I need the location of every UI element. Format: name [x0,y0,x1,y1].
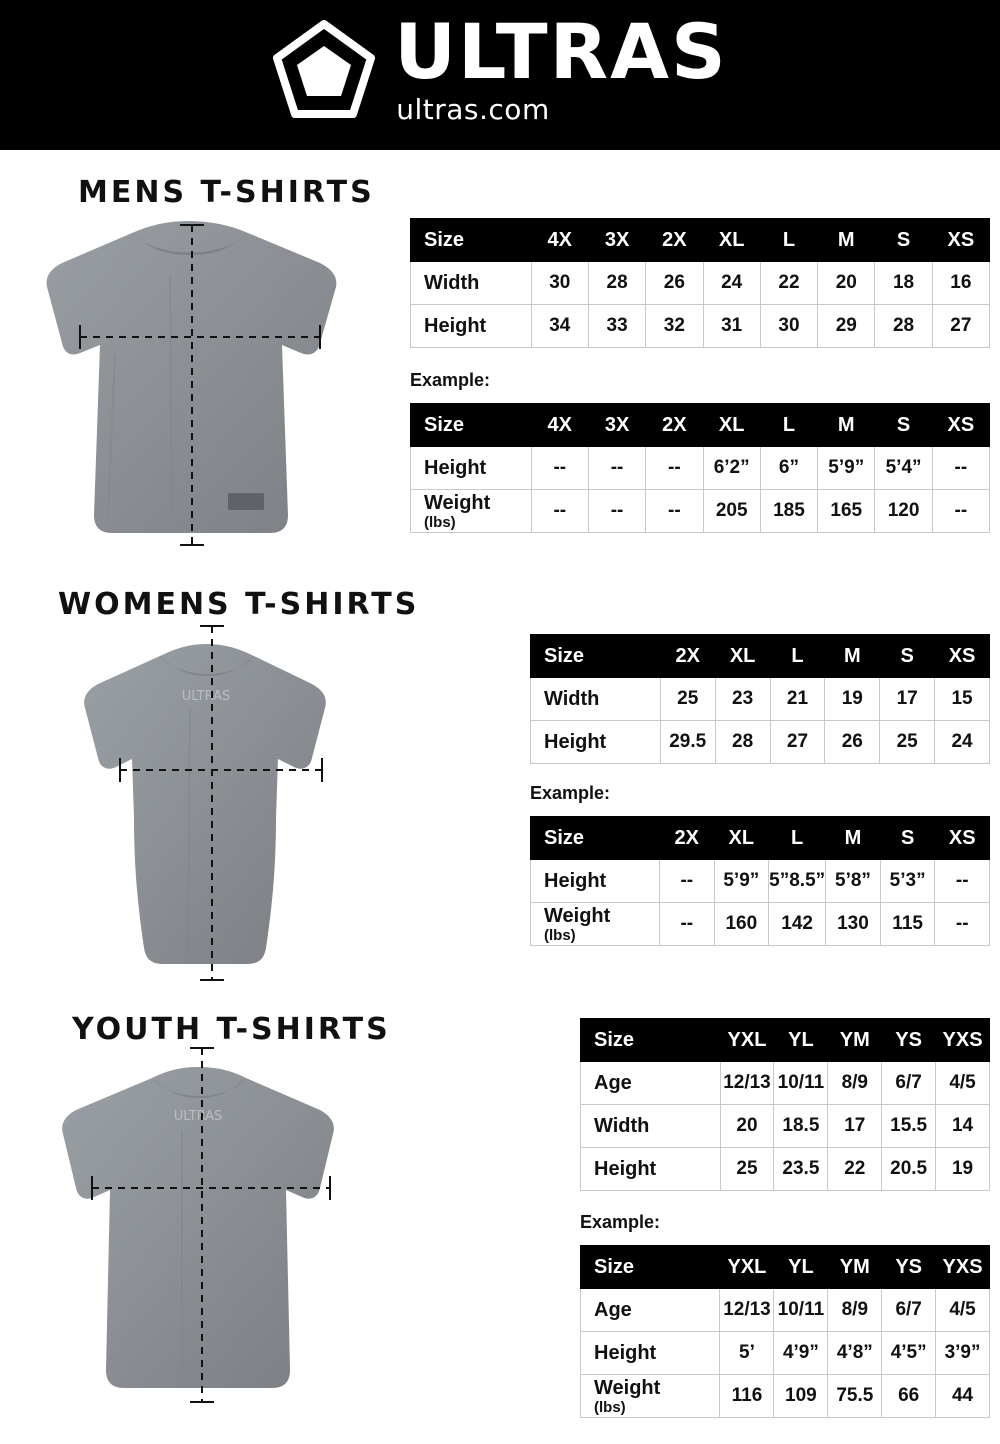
table-cell: 75.5 [828,1375,882,1418]
table-header-row [411,404,990,447]
row-label-text: Weight [424,491,491,514]
table-cell: 15.5 [882,1105,936,1148]
column-header: M [818,219,875,262]
mens-example-table [410,403,990,533]
table-cell: 8/9 [828,1062,882,1105]
column-header: Size [411,404,532,447]
table-cell: -- [646,490,703,533]
column-header: XL [703,219,760,262]
table-cell: 27 [932,305,989,348]
row-label: Height [581,1148,721,1191]
row-label [581,1289,720,1332]
table-cell: 25 [720,1148,774,1191]
column-header: YXL [720,1019,774,1062]
brand-lockup [272,7,728,126]
row-label-text: Height [544,869,607,892]
table-cell: 28 [715,721,770,764]
table-cell: 130 [826,903,881,946]
table-cell: 12/13 [720,1062,774,1105]
table-row [531,678,990,721]
table-cell: 3’9” [936,1332,990,1375]
column-header: L [760,404,817,447]
table-cell: 44 [936,1375,990,1418]
row-label-text: Height [594,1341,657,1364]
table-cell: 26 [646,262,703,305]
table-cell: 116 [720,1375,774,1418]
column-header: L [770,635,825,678]
table-cell: 24 [935,721,990,764]
column-header: M [825,635,880,678]
youth-example-label: Example: [580,1212,661,1232]
table-cell: -- [660,860,714,903]
table-header-row [531,635,990,678]
table-cell: 4/5 [936,1062,990,1105]
table-cell: -- [935,903,990,946]
brand-name: ULTRAS [394,7,728,97]
column-header: XS [932,219,989,262]
table-row [411,447,990,490]
table-cell: 25 [880,721,935,764]
table-cell: 23 [715,678,770,721]
table-cell: 29 [818,305,875,348]
row-label [581,1375,720,1418]
table-cell: 20 [818,262,875,305]
table-row [411,490,990,533]
youth-tshirt-illustration [30,1040,380,1410]
table-header-row [531,817,990,860]
svg-text:ULTRAS: ULTRAS [173,1109,223,1124]
column-header: Size [581,1019,721,1062]
table-cell: 14 [936,1105,990,1148]
column-header: YS [882,1019,936,1062]
row-label [531,903,660,946]
table-row [581,1148,990,1191]
column-header: YS [882,1246,936,1289]
table-cell: 33 [588,305,645,348]
column-header: 4X [531,219,588,262]
column-header: Size [531,817,660,860]
table-cell: 6/7 [882,1289,936,1332]
column-header: YXS [936,1019,990,1062]
row-label-sublabel: (lbs) [424,513,456,531]
table-cell: 4’8” [828,1332,882,1375]
table-cell: 205 [703,490,760,533]
table-cell: 22 [828,1148,882,1191]
column-header: XL [703,404,760,447]
brand-url: ultras.com [396,92,550,126]
youth-measurements-table [580,1018,990,1191]
table-row [581,1332,990,1375]
table-cell: 10/11 [774,1062,828,1105]
row-label-text: Weight [594,1376,661,1399]
column-header: Size [531,635,661,678]
column-header: 3X [588,219,645,262]
column-header: S [875,404,932,447]
table-cell: 34 [531,305,588,348]
womens-section-title: WOMENS T-SHIRTS [58,587,420,622]
table-cell: -- [932,447,989,490]
column-header: M [826,817,881,860]
column-header: XL [714,817,769,860]
row-label [411,447,532,490]
svg-text:ULTRAS: ULTRAS [181,689,231,704]
table-cell: 17 [880,678,935,721]
table-cell: 22 [760,262,817,305]
table-cell: 12/13 [720,1289,774,1332]
womens-example-table [530,816,990,946]
column-header: S [880,635,935,678]
table-header-row [411,219,990,262]
column-header: YM [828,1019,882,1062]
table-cell: 5”8.5” [769,860,826,903]
table-cell: 5’8” [826,860,881,903]
table-cell: -- [531,490,588,533]
table-cell: 23.5 [774,1148,828,1191]
table-cell: 15 [935,678,990,721]
table-cell: 20.5 [882,1148,936,1191]
table-cell: 30 [760,305,817,348]
table-cell: 115 [880,903,935,946]
column-header: XL [715,635,770,678]
table-row [581,1375,990,1418]
youth-example-table [580,1245,990,1418]
womens-measurements-table [530,634,990,764]
row-label-sublabel: (lbs) [594,1398,626,1416]
mens-section-title: MENS T-SHIRTS [78,175,375,210]
column-header: 4X [531,404,588,447]
column-header: YL [774,1019,828,1062]
table-row [531,860,990,903]
column-header: YXS [936,1246,990,1289]
column-header: L [760,219,817,262]
table-cell: 5’9” [714,860,769,903]
mens-tshirt-illustration [20,215,390,555]
column-header: M [818,404,875,447]
table-cell: 120 [875,490,932,533]
table-cell: 66 [882,1375,936,1418]
womens-tshirt-illustration [40,618,380,988]
row-label [581,1332,720,1375]
table-cell: -- [531,447,588,490]
table-row [581,1062,990,1105]
table-cell: 4’9” [774,1332,828,1375]
table-cell: -- [932,490,989,533]
row-label: Width [581,1105,721,1148]
table-cell: 24 [703,262,760,305]
row-label: Height [411,305,532,348]
table-cell: 6’2” [703,447,760,490]
row-label-text: Age [594,1298,632,1321]
row-label [531,860,660,903]
row-label: Height [531,721,661,764]
womens-example-label: Example: [530,783,611,803]
table-cell: 10/11 [774,1289,828,1332]
table-cell: 25 [660,678,715,721]
table-header-row [581,1019,990,1062]
column-header: 2X [646,404,703,447]
column-header: YXL [720,1246,774,1289]
column-header: YL [774,1246,828,1289]
column-header: S [880,817,935,860]
table-cell: 4’5” [882,1332,936,1375]
table-cell: 160 [714,903,769,946]
table-cell: -- [588,490,645,533]
column-header: Size [411,219,532,262]
table-cell: 19 [936,1148,990,1191]
pentagon-shield-icon [272,19,376,123]
row-label: Width [411,262,532,305]
table-cell: -- [935,860,990,903]
table-cell: 6” [760,447,817,490]
column-header: Size [581,1246,720,1289]
table-row [411,262,990,305]
column-header: XS [935,635,990,678]
table-cell: 20 [720,1105,774,1148]
table-cell: 31 [703,305,760,348]
table-cell: 5’ [720,1332,774,1375]
column-header: 2X [660,635,715,678]
table-row [581,1105,990,1148]
column-header: S [875,219,932,262]
table-cell: 17 [828,1105,882,1148]
row-label-text: Height [424,456,487,479]
table-cell: 27 [770,721,825,764]
table-cell: 30 [531,262,588,305]
column-header: 3X [588,404,645,447]
mens-measurements-table [410,218,990,348]
column-header: YM [828,1246,882,1289]
site-header [0,0,1000,150]
table-cell: 142 [769,903,826,946]
table-cell: 19 [825,678,880,721]
table-header-row [581,1246,990,1289]
column-header: 2X [660,817,714,860]
table-row [531,721,990,764]
table-cell: 18.5 [774,1105,828,1148]
table-cell: 18 [875,262,932,305]
table-cell: 26 [825,721,880,764]
row-label-sublabel: (lbs) [544,926,576,944]
brand-text [394,7,728,126]
table-cell: 165 [818,490,875,533]
table-cell: -- [646,447,703,490]
table-row [531,903,990,946]
column-header: 2X [646,219,703,262]
table-cell: 28 [588,262,645,305]
table-row [581,1289,990,1332]
row-label [411,490,532,533]
table-cell: 21 [770,678,825,721]
table-cell: 32 [646,305,703,348]
table-cell: 4/5 [936,1289,990,1332]
table-cell: 5’3” [880,860,935,903]
table-cell: 109 [774,1375,828,1418]
table-cell: -- [660,903,714,946]
table-cell: 5’4” [875,447,932,490]
row-label: Age [581,1062,721,1105]
table-cell: 16 [932,262,989,305]
table-cell: 8/9 [828,1289,882,1332]
column-header: XS [932,404,989,447]
column-header: L [769,817,826,860]
table-cell: 29.5 [660,721,715,764]
row-label-text: Weight [544,904,611,927]
column-header: XS [935,817,990,860]
table-cell: 5’9” [818,447,875,490]
table-cell: 185 [760,490,817,533]
table-cell: 28 [875,305,932,348]
table-row [411,305,990,348]
table-cell: -- [588,447,645,490]
table-cell: 6/7 [882,1062,936,1105]
youth-section-title: YOUTH T-SHIRTS [72,1012,391,1047]
row-label: Width [531,678,661,721]
mens-example-label: Example: [410,370,491,390]
